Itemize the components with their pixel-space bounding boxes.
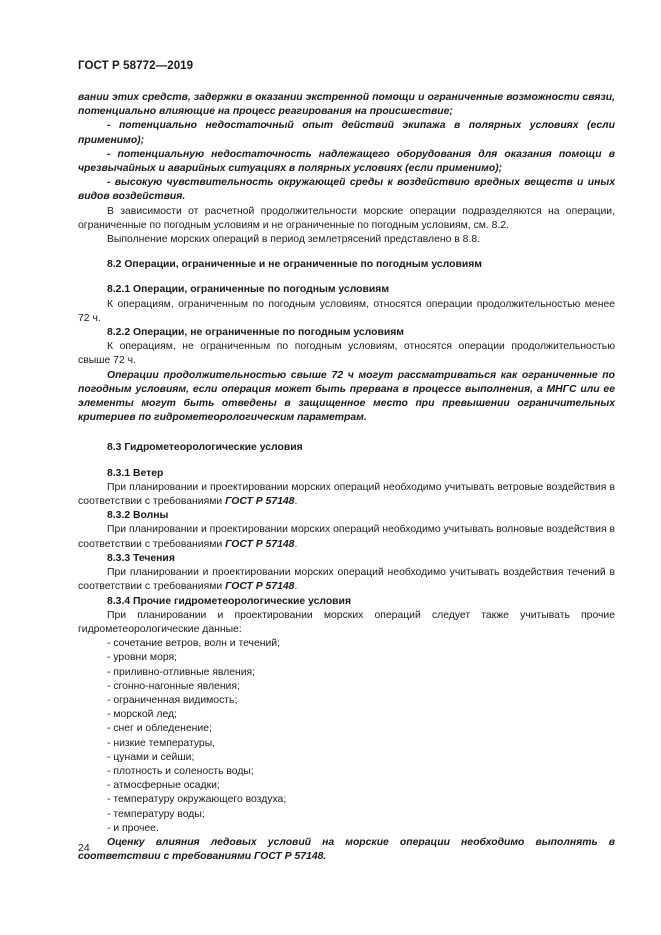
risk-item: - высокую чувствительность окружающей среды к воздействию вредных веществ и иных видов воздействия.: [78, 177, 615, 203]
list-item: - снег и обледенение;: [107, 723, 212, 735]
hydromet-list: [78, 637, 615, 836]
section-8-2-heading: 8.2 Операции, ограниченные и не ограниченные по погодным условиям: [107, 259, 482, 271]
section-8-3-1-heading: 8.3.1 Ветер: [107, 467, 164, 479]
risk-item: - потенциальную недостаточность надлежащего оборудования для оказания помощи в чрезвычайных и аварийных ситуациях в полярных условиях (если применимо);: [78, 148, 615, 175]
section-8-2-1-heading: 8.2.1 Операции, ограниченные по погодным условиям: [107, 284, 390, 296]
list-item: - низкие температуры,: [107, 737, 216, 749]
list-item: - температуру воды;: [107, 808, 205, 820]
list-item: - ограниченная видимость;: [107, 694, 238, 706]
list-item: - плотность и соленость воды;: [107, 765, 254, 777]
ice-conditions-note: Оценку влияния ледовых условий на морские операции необходимо выполнять в соответствии с требованиями ГОСТ Р 57148.: [78, 836, 615, 863]
list-item: - атмосферные осадки;: [107, 780, 220, 792]
section-8-3-2-text: При планировании и проектировании морских операций необходимо учитывать волновые воздействия в соответствии с требованиями ГОСТ Р 57148.: [78, 524, 615, 550]
document-body: [78, 91, 615, 864]
section-8-3-1-body: При планировании и проектировании морских операций необходимо учитывать ветровые воздействия в соответствии с требованиями: [78, 481, 615, 508]
section-8-3-2-body: При планировании и проектировании морских операций необходимо учитывать волновые воздействия в соответствии с требованиями: [78, 524, 615, 550]
section-8-2-2-text: К операциям, не ограниченным по погодным условиям, относятся операции продолжительностью свыше 72 ч.: [78, 341, 615, 367]
section-8-2-2-note: Операции продолжительностью свыше 72 ч могут рассматриваться как ограниченные по погодным условиям, если операция может быть прервана в процессе выполнения, а МНГС или ее элементы могут быть отведены в защищенное место при превышении ограничительных критериев по гидрометеорологическим параметрам.: [78, 369, 615, 424]
list-item: - уровни моря;: [107, 652, 178, 664]
list-item: - и прочее.: [107, 822, 159, 834]
list-item: - приливно-отливные явления;: [107, 666, 256, 678]
section-8-3-3-text: При планировании и проектировании морских операций необходимо учитывать воздействия течений в соответствии с требованиями ГОСТ Р 57148.: [78, 567, 615, 593]
list-item: - температуру окружающего воздуха;: [107, 794, 287, 806]
page-number: 24: [78, 842, 90, 854]
paragraph-duration: В зависимости от расчетной продолжительности морские операции подразделяются на операции, ограниченные по погодным условиям и не ограниченные по погодным условиям, см. 8.2.: [78, 205, 615, 231]
list-item: - сгонно-нагонные явления;: [107, 680, 240, 692]
section-8-3-4-text: При планировании и проектировании морских операций следует также учитывать прочие гидрометеорологические данные:: [78, 609, 615, 635]
section-8-3-4-heading: 8.3.4 Прочие гидрометеорологические условия: [107, 595, 352, 607]
paragraph-earthquake: Выполнение морских операций в период землетрясений представлено в 8.8.: [107, 234, 480, 246]
list-item: - цунами и сейши;: [107, 751, 195, 763]
standard-reference: ГОСТ Р 57148: [225, 496, 295, 508]
risk-item: - потенциально недостаточный опыт действий экипажа в полярных условиях (если применимо);: [78, 120, 615, 146]
section-8-3-3-heading: 8.3.3 Течения: [107, 552, 175, 564]
standard-reference: ГОСТ Р 57148: [225, 538, 295, 550]
section-8-3-3-body: При планировании и проектировании морских операций необходимо учитывать воздействия течений в соответствии с требованиями: [78, 567, 615, 593]
list-item: - морской лед;: [107, 709, 177, 721]
section-8-3-2-heading: 8.3.2 Волны: [107, 510, 169, 522]
document-header: ГОСТ Р 58772—2019: [78, 60, 194, 72]
paragraph-continuation: вании этих средств, задержки в оказании экстренной помощи и ограниченные возможности связи, потенциально влияющие на процесс реагирования на происшествие;: [78, 92, 615, 118]
standard-reference: ГОСТ Р 57148: [225, 581, 295, 593]
section-8-3-1-text: При планировании и проектировании морских операций необходимо учитывать ветровые воздействия в соответствии с требованиями ГОСТ Р 57148.: [78, 481, 615, 508]
section-8-2-1-text: К операциям, ограниченным по погодным условиям, относятся операции продолжительностью менее 72 ч.: [78, 298, 615, 324]
list-item: - сочетание ветров, волн и течений;: [107, 638, 280, 650]
section-8-2-2-heading: 8.2.2 Операции, не ограниченные по погодным условиям: [107, 327, 404, 339]
section-8-3-heading: 8.3 Гидрометеорологические условия: [107, 442, 303, 454]
